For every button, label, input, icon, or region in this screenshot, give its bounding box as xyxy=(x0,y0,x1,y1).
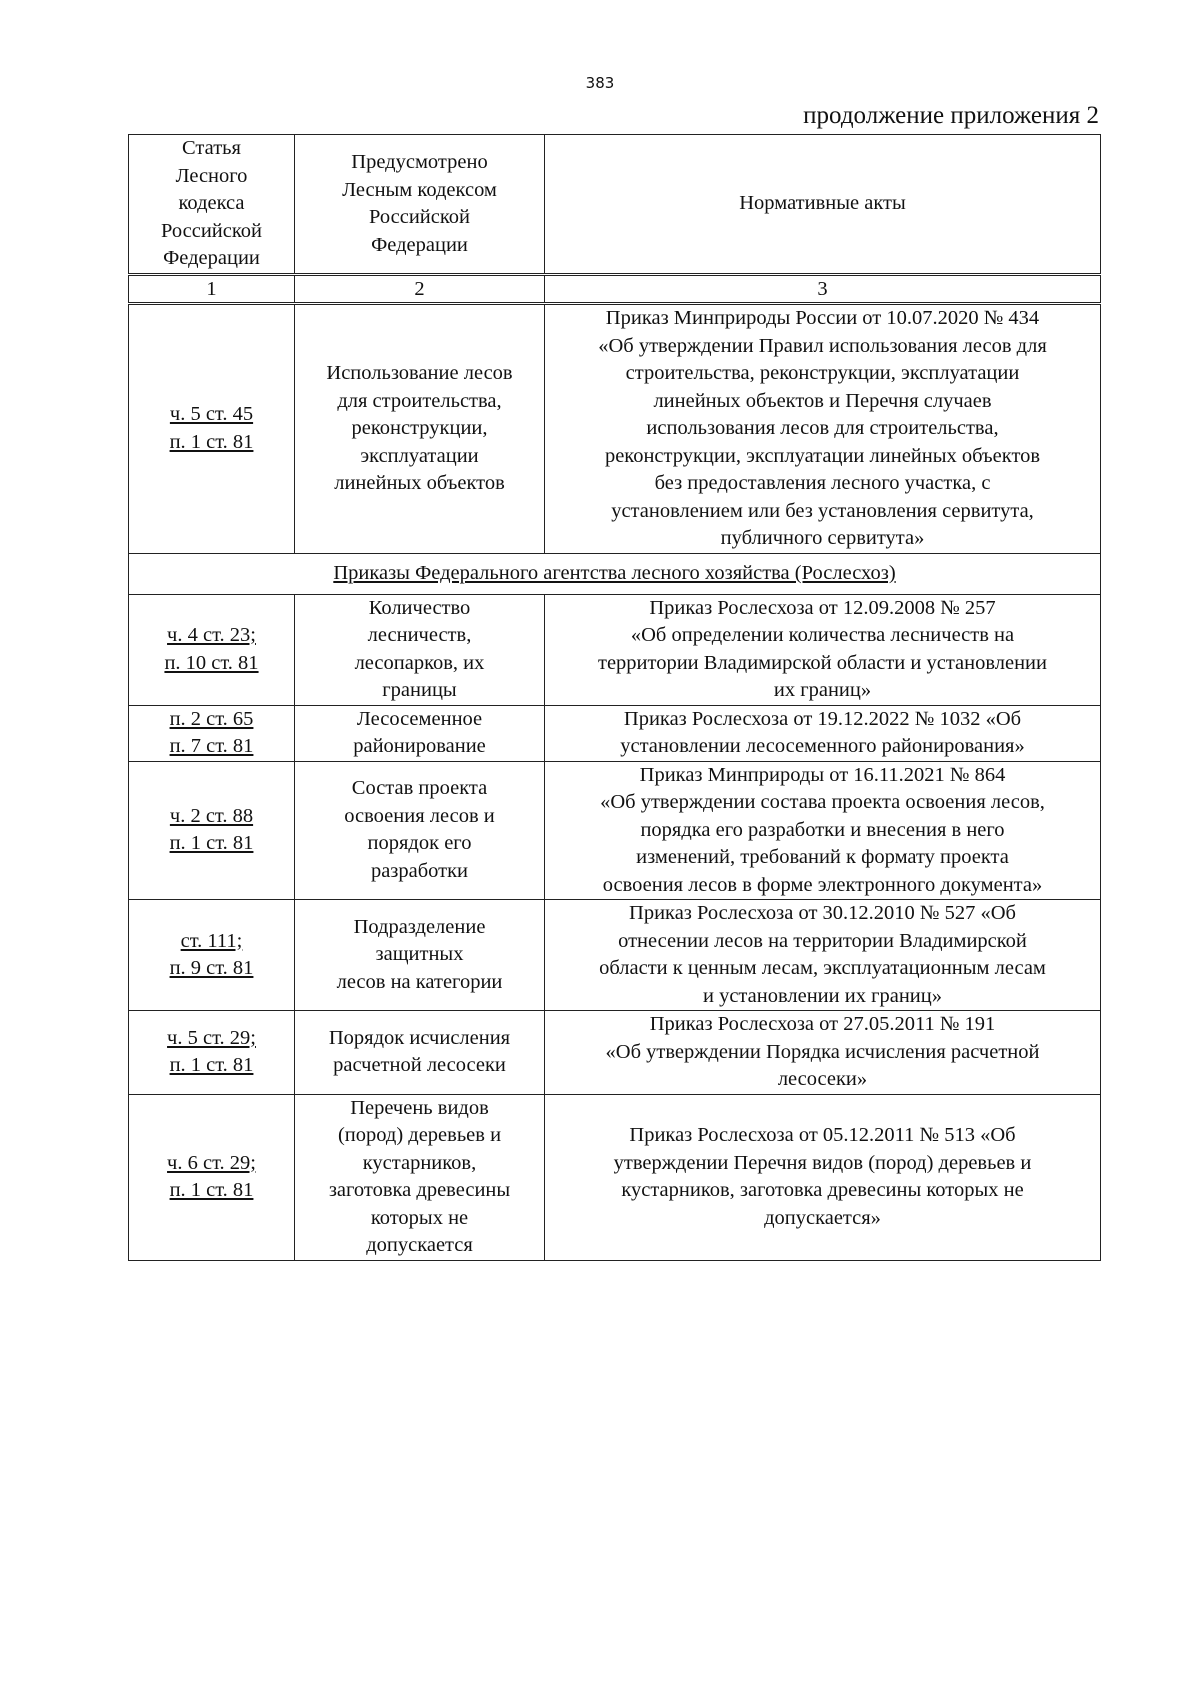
acts-line: «Об утверждении состава проекта освоения лесов, xyxy=(600,791,1045,813)
provision-line: эксплуатации xyxy=(360,444,479,467)
provision-cell xyxy=(295,705,545,761)
table-row xyxy=(129,1094,1101,1260)
acts-cell xyxy=(545,900,1101,1011)
provision-line: Состав проекта xyxy=(351,777,488,800)
header-article-line: Статья xyxy=(182,137,241,160)
provision-line: Перечень видов xyxy=(350,1096,489,1119)
acts-line: установлении лесосеменного районирования» xyxy=(620,735,1025,757)
provision-line: допускается xyxy=(366,1234,473,1256)
provision-line: (пород) деревьев и xyxy=(337,1124,502,1146)
header-article-line: Федерации xyxy=(163,247,260,270)
acts-cell xyxy=(545,761,1101,900)
header-provision-line: Федерации xyxy=(371,233,468,256)
provision-line: Использование лесов xyxy=(326,362,513,384)
acts-line: строительства, реконструкции, эксплуатации xyxy=(625,362,1020,384)
acts-line: Приказ Минприроды России от 10.07.2020 № 434 xyxy=(605,307,1040,329)
article-link[interactable]: п. 1 ст. 81 xyxy=(169,1179,254,1201)
column-number: 1 xyxy=(129,275,295,304)
article-link[interactable]: ч. 2 ст. 88 xyxy=(169,804,254,827)
acts-line: Приказ Минприроды от 16.11.2021 № 864 xyxy=(639,763,1006,786)
section-row xyxy=(129,553,1101,594)
provision-cell xyxy=(295,1094,545,1260)
article-link[interactable]: п. 7 ст. 81 xyxy=(169,735,254,757)
table-row xyxy=(129,594,1101,705)
article-link[interactable]: ч. 6 ст. 29; xyxy=(167,1151,256,1174)
acts-line: лесосеки» xyxy=(777,1068,868,1090)
acts-line: использования лесов для строительства, xyxy=(646,417,999,439)
acts-line: «Об утверждении Правил использования лесов для xyxy=(598,334,1047,357)
article-cell xyxy=(129,1094,295,1260)
provision-line: границы xyxy=(382,679,457,701)
acts-line: изменений, требований к формату проекта xyxy=(636,846,1009,868)
acts-line: Приказ Рослесхоза от 27.05.2011 № 191 xyxy=(649,1013,996,1035)
article-cell xyxy=(129,304,295,554)
provision-line: Количество xyxy=(368,596,471,619)
article-link[interactable]: п. 2 ст. 65 xyxy=(169,707,254,730)
acts-cell xyxy=(545,1011,1101,1095)
provision-line: линейных объектов xyxy=(334,472,505,494)
article-link[interactable]: п. 9 ст. 81 xyxy=(169,957,254,979)
table-row xyxy=(129,900,1101,1011)
provision-line: заготовка древесины xyxy=(328,1179,511,1201)
acts-line: порядка его разработки и внесения в него xyxy=(640,818,1005,841)
article-cell xyxy=(129,1011,295,1095)
article-link[interactable]: ч. 5 ст. 29; xyxy=(167,1026,256,1049)
article-link[interactable]: ч. 5 ст. 45 xyxy=(169,403,254,426)
column-number: 2 xyxy=(295,275,545,304)
provision-line: освоения лесов и xyxy=(344,804,495,827)
table-row xyxy=(129,1011,1101,1095)
header-article xyxy=(129,135,295,275)
article-link[interactable]: п. 1 ст. 81 xyxy=(169,1054,254,1077)
header-article-line: Лесного xyxy=(175,164,248,187)
article-cell xyxy=(129,594,295,705)
acts-line: утверждении Перечня видов (пород) деревьев и xyxy=(613,1151,1032,1174)
article-link[interactable]: ч. 4 ст. 23; xyxy=(167,624,256,646)
acts-line: «Об определении количества лесничеств на xyxy=(630,624,1015,646)
provision-cell xyxy=(295,1011,545,1095)
provision-line: кустарников, xyxy=(362,1151,477,1174)
article-link[interactable]: ст. 111; xyxy=(180,929,243,952)
provision-line: лесопарков, их xyxy=(354,651,485,674)
header-provision xyxy=(295,135,545,275)
provision-line: реконструкции, xyxy=(351,417,488,439)
article-cell xyxy=(129,705,295,761)
provision-line: Порядок исчисления xyxy=(328,1026,511,1049)
provision-line: лесов на категории xyxy=(336,970,503,993)
provision-line: разработки xyxy=(370,859,469,882)
header-provision-line: Российской xyxy=(368,206,471,228)
section-title: Приказы Федерального агентства лесного хозяйства (Рослесхоз) xyxy=(129,553,1101,594)
acts-line: линейных объектов и Перечня случаев xyxy=(653,389,992,412)
table-row xyxy=(129,761,1101,900)
acts-line: кустарников, заготовка древесины которых не xyxy=(621,1179,1024,1201)
header-acts xyxy=(545,135,1101,275)
appendix-continuation-note: продолжение приложения 2 xyxy=(803,102,1099,129)
provision-line: порядок его xyxy=(367,832,472,855)
acts-cell xyxy=(545,304,1101,554)
page-number: 383 xyxy=(585,74,615,92)
article-link[interactable]: п. 10 ст. 81 xyxy=(164,651,259,674)
provision-line: Подразделение xyxy=(353,915,486,938)
provision-line: защитных xyxy=(375,943,464,966)
acts-cell xyxy=(545,1094,1101,1260)
acts-line: освоения лесов в форме электронного документа» xyxy=(602,873,1043,896)
column-number-row xyxy=(129,275,1101,304)
acts-line: Приказ Рослесхоза от 30.12.2010 № 527 «Об xyxy=(629,902,1016,924)
table-row xyxy=(129,705,1101,761)
article-link[interactable]: п. 1 ст. 81 xyxy=(169,832,254,855)
provision-line: Лесосеменное xyxy=(356,707,483,730)
table-row xyxy=(129,304,1101,554)
provision-cell xyxy=(295,594,545,705)
acts-line: Приказ Рослесхоза от 12.09.2008 № 257 xyxy=(649,596,996,619)
header-provision-line: Предусмотрено xyxy=(351,151,488,173)
column-number: 3 xyxy=(545,275,1101,304)
acts-cell xyxy=(545,705,1101,761)
table-header-row xyxy=(129,135,1101,275)
provision-line: районирование xyxy=(353,735,486,757)
header-article-line: Российской xyxy=(160,219,263,242)
provision-cell xyxy=(295,304,545,554)
article-link[interactable]: п. 1 ст. 81 xyxy=(169,430,254,453)
acts-cell xyxy=(545,594,1101,705)
provision-line: расчетной лесосеки xyxy=(333,1054,506,1077)
provision-line: лесничеств, xyxy=(367,624,472,646)
normative-acts-table xyxy=(128,134,1101,1261)
acts-line: без предоставления лесного участка, с xyxy=(654,472,991,494)
provision-cell xyxy=(295,761,545,900)
header-provision-line: Лесным кодексом xyxy=(342,178,497,201)
acts-line: их границ» xyxy=(773,679,872,701)
acts-line: области к ценным лесам, эксплуатационным лесам xyxy=(599,957,1046,979)
acts-line: отнесении лесов на территории Владимирской xyxy=(618,929,1027,952)
article-cell xyxy=(129,761,295,900)
acts-line: публичного сервитута» xyxy=(720,527,925,549)
acts-line: установлением или без установления сервитута, xyxy=(611,499,1034,522)
provision-line: которых не xyxy=(370,1206,469,1229)
article-cell xyxy=(129,900,295,1011)
acts-line: допускается» xyxy=(764,1206,881,1229)
acts-line: реконструкции, эксплуатации линейных объектов xyxy=(604,444,1041,467)
provision-line: для строительства, xyxy=(337,389,502,412)
acts-line: Приказ Рослесхоза от 05.12.2011 № 513 «Об xyxy=(629,1124,1016,1146)
acts-line: «Об утверждении Порядка исчисления расчетной xyxy=(605,1040,1040,1063)
header-article-line: кодекса xyxy=(178,192,245,215)
acts-line: территории Владимирской области и установлении xyxy=(597,651,1048,674)
header-acts-line: Нормативные акты xyxy=(739,192,906,215)
acts-line: Приказ Рослесхоза от 19.12.2022 № 1032 «Об xyxy=(623,707,1022,730)
provision-cell xyxy=(295,900,545,1011)
acts-line: и установлении их границ» xyxy=(702,984,942,1007)
